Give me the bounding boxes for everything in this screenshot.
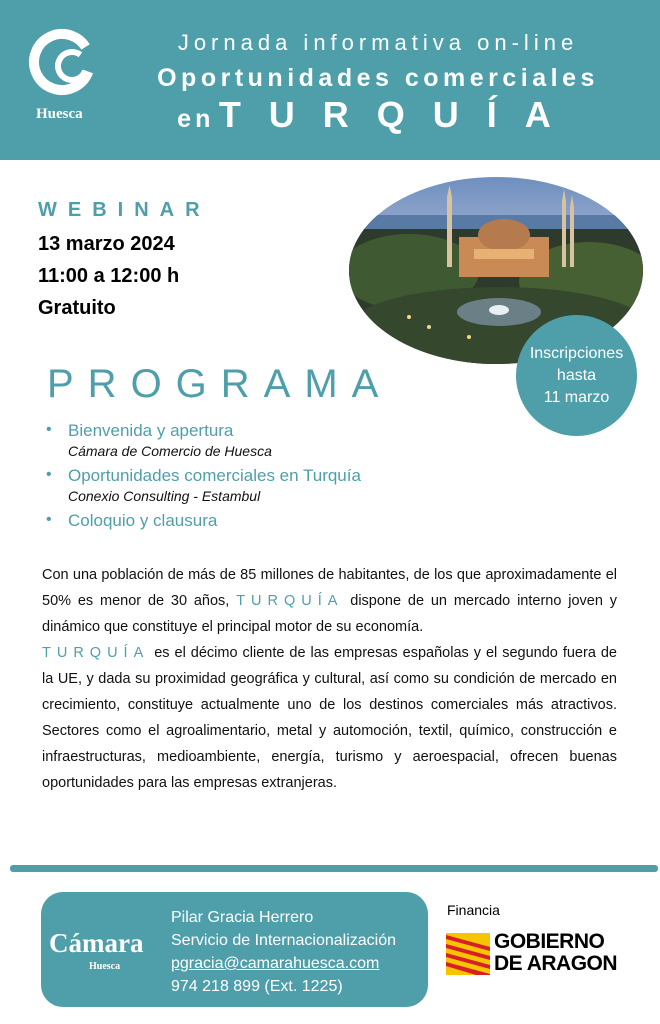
contact-box [41, 892, 428, 1007]
gobierno-line2: DE ARAGON [494, 952, 618, 975]
programa-item [44, 465, 564, 504]
registration-deadline-badge [516, 315, 637, 436]
logo-city: Huesca [36, 106, 83, 122]
programa-item [44, 420, 564, 459]
event-time: 11:00 a 12:00 h [38, 265, 180, 287]
event-price: Gratuito [38, 297, 116, 319]
bullet-icon: • [46, 511, 52, 528]
event-main-title: Oportunidades comerciales [157, 64, 599, 92]
title-country: TURQUÍA [218, 94, 579, 135]
p1-text-after: dispone de un mercado interno joven y dinámico que constituye el principal motor de su economía. [42, 593, 617, 635]
contact-email-link[interactable]: pgracia@camarahuesca.com [171, 955, 380, 972]
camara-logo-city: Huesca [89, 961, 121, 972]
badge-line3: 11 marzo [543, 389, 610, 406]
footer-divider [10, 865, 658, 872]
funding-label: Financia [447, 902, 500, 918]
programa-list [44, 420, 564, 538]
contact-details [171, 906, 396, 998]
webinar-label: WEBINAR [38, 199, 211, 221]
programa-item [44, 510, 564, 532]
event-country-title [118, 94, 638, 136]
event-type-title: Jornada informativa on-line [177, 30, 579, 55]
description-paragraph [42, 562, 617, 640]
contact-phone: 974 218 899 (Ext. 1225) [171, 978, 343, 995]
description-paragraph [42, 640, 617, 796]
contact-name: Pilar Gracia Herrero [171, 909, 314, 926]
bullet-icon: • [46, 466, 52, 483]
event-date: 13 marzo 2024 [38, 233, 175, 255]
p2-text-after: es el décimo cliente de las empresas españolas y el segundo fuera de la UE, y dada su proximidad geográfica y cultural, así como su condición de mercado en crecimiento, constituye actualmente uno de los destinos comerciales más atractivos. Sectores como el agroalimentario, metal y automoción, textil, químico, construcción e infraestructuras, medioambiente, energía, turismo y aeroespacial, ofrecen buenas oportunidades para las empresas extranjeras. [42, 645, 617, 791]
p1-keyword: TURQUÍA [236, 593, 344, 609]
badge-line2: hasta [556, 367, 597, 384]
p1-text-before: Con una población de más de 85 millones de habitantes, de los que aproximadamente el 50% es menor de 30 años, [42, 567, 617, 609]
description-text [42, 562, 617, 796]
badge-line1: Inscripciones [529, 345, 624, 362]
programa-item-speaker: Cámara de Comercio de Huesca [68, 443, 272, 459]
camara-footer-logo [49, 928, 167, 976]
p2-keyword: TURQUÍA [42, 645, 150, 661]
title-prefix: en [177, 105, 215, 133]
programa-item-title: Bienvenida y apertura [68, 421, 234, 440]
gobierno-line1: GOBIERNO [494, 930, 605, 953]
programa-item-title: Coloquio y clausura [68, 511, 218, 530]
gobierno-aragon-logo [446, 931, 646, 979]
programa-item-title: Oportunidades comerciales en Turquía [68, 466, 361, 485]
aragon-flag-icon [446, 933, 490, 975]
gobierno-text [494, 931, 617, 975]
bullet-icon: • [46, 421, 52, 438]
programa-heading: PROGRAMA [47, 362, 393, 406]
header-banner [0, 0, 660, 160]
camara-logo-word: Cámara [49, 928, 144, 958]
contact-department: Servicio de Internacionalización [171, 932, 397, 949]
programa-item-speaker: Conexio Consulting - Estambul [68, 488, 261, 504]
